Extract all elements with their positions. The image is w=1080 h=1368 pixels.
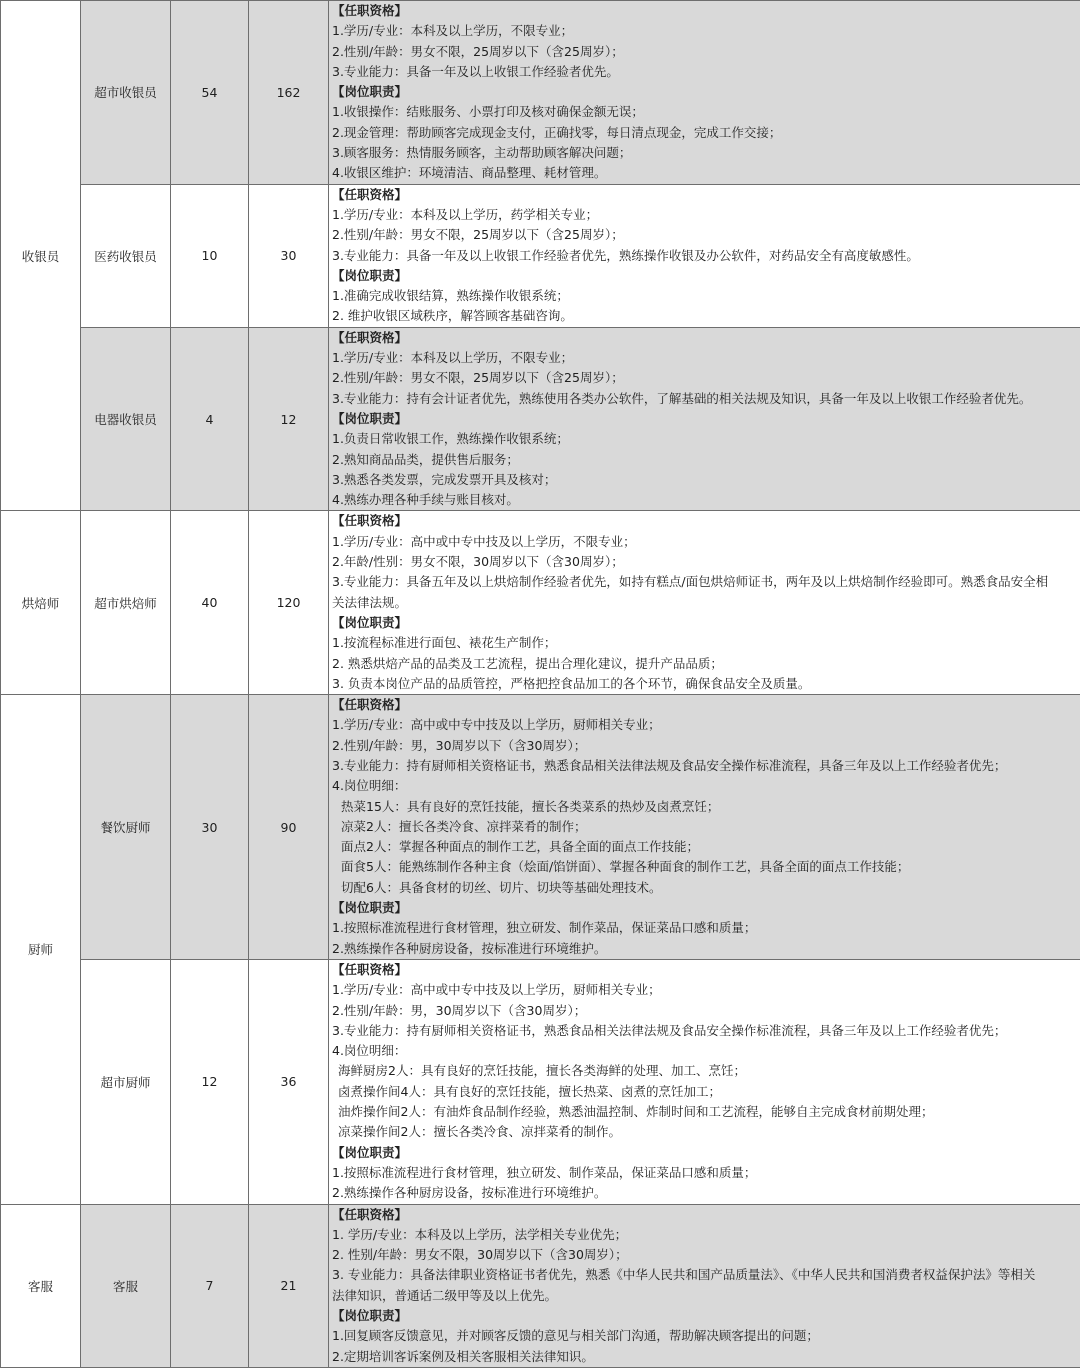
desc-line: 4.熟练办理各种手续与账目核对。 (332, 490, 1080, 510)
desc-line: 3.专业能力：具备一年及以上收银工作经验者优先。 (332, 62, 1080, 82)
position-cell: 电器收银员 (81, 327, 171, 511)
position-cell: 超市收银员 (81, 1, 171, 185)
position-cell: 餐饮厨师 (81, 695, 171, 960)
desc-line: 1.按照标准流程进行食材管理，独立研发、制作菜品，保证菜品口感和质量； (332, 918, 1080, 938)
position-cell: 超市厨师 (81, 959, 171, 1204)
table-row (1, 511, 1080, 695)
requirements-cell (329, 511, 1080, 695)
category-cell: 客服 (1, 1204, 81, 1367)
desc-line: 热菜15人：具有良好的烹饪技能，擅长各类菜系的热炒及卤煮烹饪； (332, 797, 1080, 817)
desc-line: 1. 学历/专业：本科及以上学历，法学相关专业优先； (332, 1225, 1080, 1245)
requirements-cell (329, 1, 1080, 185)
desc-line: 海鲜厨房2人：具有良好的烹饪技能，擅长各类海鲜的处理、加工、烹饪； (332, 1061, 1080, 1081)
desc-line: 4.收银区维护：环境清洁、商品整理、耗材管理。 (332, 163, 1080, 183)
desc-line: 2. 熟悉烘焙产品的品类及工艺流程，提出合理化建议，提升产品品质； (332, 654, 1080, 674)
position-cell: 医药收银员 (81, 184, 171, 327)
section-heading: 【任职资格】 (332, 511, 1080, 531)
requirements-cell (329, 695, 1080, 960)
table-row (1, 327, 1080, 511)
section-heading: 【岗位职责】 (332, 1306, 1080, 1326)
desc-line: 2.熟练操作各种厨房设备，按标准进行环境维护。 (332, 1183, 1080, 1203)
number-cell: 12 (171, 959, 249, 1204)
desc-line: 3.专业能力：持有会计证者优先，熟练使用各类办公软件，了解基础的相关法规及知识，具备一年及以上收银工作经验者优先。 (332, 389, 1080, 409)
number-cell: 30 (249, 184, 329, 327)
desc-line: 2.性别/年龄：男，30周岁以下（含30周岁）； (332, 1001, 1080, 1021)
desc-line: 2.熟练操作各种厨房设备，按标准进行环境维护。 (332, 939, 1080, 959)
desc-line: 1.回复顾客反馈意见，并对顾客反馈的意见与相关部门沟通，帮助解决顾客提出的问题； (332, 1326, 1080, 1346)
number-cell: 10 (171, 184, 249, 327)
section-heading: 【任职资格】 (332, 695, 1080, 715)
desc-line: 3.专业能力：具备一年及以上收银工作经验者优先，熟练操作收银及办公软件，对药品安全有高度敏感性。 (332, 246, 1080, 266)
section-heading: 【任职资格】 (332, 1, 1080, 21)
desc-line: 关法律法规。 (332, 593, 1080, 613)
desc-line: 面点2人：掌握各种面点的制作工艺，具备全面的面点工作技能； (332, 837, 1080, 857)
section-heading: 【岗位职责】 (332, 409, 1080, 429)
section-heading: 【任职资格】 (332, 328, 1080, 348)
desc-line: 2.定期培训客诉案例及相关客服相关法律知识。 (332, 1347, 1080, 1367)
desc-line: 3.专业能力：持有厨师相关资格证书，熟悉食品相关法律法规及食品安全操作标准流程，具备三年及以上工作经验者优先； (332, 756, 1080, 776)
section-heading: 【任职资格】 (332, 185, 1080, 205)
number-cell: 40 (171, 511, 249, 695)
section-heading: 【岗位职责】 (332, 82, 1080, 102)
desc-line: 凉菜操作间2人：擅长各类冷食、凉拌菜肴的制作。 (332, 1122, 1080, 1142)
category-cell: 烘焙师 (1, 511, 81, 695)
desc-line: 1.收银操作：结账服务、小票打印及核对确保金额无误； (332, 102, 1080, 122)
desc-line: 1.学历/专业：本科及以上学历，不限专业； (332, 21, 1080, 41)
number-cell: 7 (171, 1204, 249, 1367)
desc-line: 1.学历/专业：高中或中专中技及以上学历，厨师相关专业； (332, 980, 1080, 1000)
desc-line: 3.熟悉各类发票，完成发票开具及核对； (332, 470, 1080, 490)
desc-line: 3. 负责本岗位产品的品质管控，严格把控食品加工的各个环节，确保食品安全及质量。 (332, 674, 1080, 694)
desc-line: 3.顾客服务：热情服务顾客，主动帮助顾客解决问题； (332, 143, 1080, 163)
category-cell: 收银员 (1, 1, 81, 511)
number-cell: 120 (249, 511, 329, 695)
table-row (1, 184, 1080, 327)
table-row (1, 1, 1080, 185)
desc-line: 2. 性别/年龄：男女不限，30周岁以下（含30周岁）； (332, 1245, 1080, 1265)
requirements-cell (329, 959, 1080, 1204)
number-cell: 4 (171, 327, 249, 511)
requirements-cell (329, 184, 1080, 327)
position-cell: 客服 (81, 1204, 171, 1367)
desc-line: 油炸操作间2人：有油炸食品制作经验，熟悉油温控制、炸制时间和工艺流程，能够自主完成食材前期处理； (332, 1102, 1080, 1122)
section-heading: 【岗位职责】 (332, 266, 1080, 286)
desc-line: 3.专业能力：持有厨师相关资格证书，熟悉食品相关法律法规及食品安全操作标准流程，具备三年及以上工作经验者优先； (332, 1021, 1080, 1041)
desc-line: 1.学历/专业：高中或中专中技及以上学历，厨师相关专业； (332, 715, 1080, 735)
number-cell: 54 (171, 1, 249, 185)
number-cell: 162 (249, 1, 329, 185)
desc-line: 2.熟知商品品类，提供售后服务； (332, 450, 1080, 470)
desc-line: 凉菜2人：擅长各类冷食、凉拌菜肴的制作； (332, 817, 1080, 837)
desc-line: 1.学历/专业：本科及以上学历，药学相关专业； (332, 205, 1080, 225)
desc-line: 2.现金管理：帮助顾客完成现金支付，正确找零，每日清点现金，完成工作交接； (332, 123, 1080, 143)
desc-line: 3.专业能力：具备五年及以上烘焙制作经验者优先，如持有糕点/面包烘焙师证书，两年及以上烘焙制作经验即可。熟悉食品安全相 (332, 572, 1080, 592)
desc-line: 2.性别/年龄：男女不限，25周岁以下（含25周岁）； (332, 368, 1080, 388)
category-cell: 厨师 (1, 695, 81, 1204)
desc-line: 1.按流程标准进行面包、裱花生产制作； (332, 633, 1080, 653)
table-row (1, 695, 1080, 960)
desc-line: 2.性别/年龄：男，30周岁以下（含30周岁）； (332, 736, 1080, 756)
desc-line: 面食5人：能熟练制作各种主食（烩面/馅饼面）、掌握各种面食的制作工艺，具备全面的面点工作技能； (332, 857, 1080, 877)
requirements-cell (329, 1204, 1080, 1367)
section-heading: 【岗位职责】 (332, 898, 1080, 918)
desc-line: 1.学历/专业：本科及以上学历，不限专业； (332, 348, 1080, 368)
desc-line: 2.年龄/性别：男女不限，30周岁以下（含30周岁）； (332, 552, 1080, 572)
desc-line: 2.性别/年龄：男女不限，25周岁以下（含25周岁）； (332, 225, 1080, 245)
desc-line: 1.准确完成收银结算，熟练操作收银系统； (332, 286, 1080, 306)
section-heading: 【任职资格】 (332, 1205, 1080, 1225)
desc-line: 4.岗位明细： (332, 776, 1080, 796)
desc-line: 1.学历/专业：高中或中专中技及以上学历，不限专业； (332, 532, 1080, 552)
number-cell: 36 (249, 959, 329, 1204)
requirements-cell (329, 327, 1080, 511)
number-cell: 21 (249, 1204, 329, 1367)
desc-line: 1.按照标准流程进行食材管理，独立研发、制作菜品，保证菜品口感和质量； (332, 1163, 1080, 1183)
desc-line: 2. 维护收银区域秩序，解答顾客基础咨询。 (332, 306, 1080, 326)
table-row (1, 1204, 1080, 1367)
section-heading: 【岗位职责】 (332, 1143, 1080, 1163)
section-heading: 【任职资格】 (332, 960, 1080, 980)
desc-line: 卤煮操作间4人：具有良好的烹饪技能，擅长热菜、卤煮的烹饪加工； (332, 1082, 1080, 1102)
desc-line: 2.性别/年龄：男女不限，25周岁以下（含25周岁）； (332, 42, 1080, 62)
position-cell: 超市烘焙师 (81, 511, 171, 695)
number-cell: 90 (249, 695, 329, 960)
desc-line: 切配6人：具备食材的切丝、切片、切块等基础处理技术。 (332, 878, 1080, 898)
desc-line: 1.负责日常收银工作，熟练操作收银系统； (332, 429, 1080, 449)
desc-line: 4.岗位明细： (332, 1041, 1080, 1061)
desc-line: 法律知识，普通话二级甲等及以上优先。 (332, 1286, 1080, 1306)
desc-line: 3. 专业能力：具备法律职业资格证书者优先，熟悉《中华人民共和国产品质量法》、《中华人民共和国消费者权益保护法》等相关 (332, 1265, 1080, 1285)
section-heading: 【岗位职责】 (332, 613, 1080, 633)
table-row (1, 959, 1080, 1204)
number-cell: 12 (249, 327, 329, 511)
number-cell: 30 (171, 695, 249, 960)
